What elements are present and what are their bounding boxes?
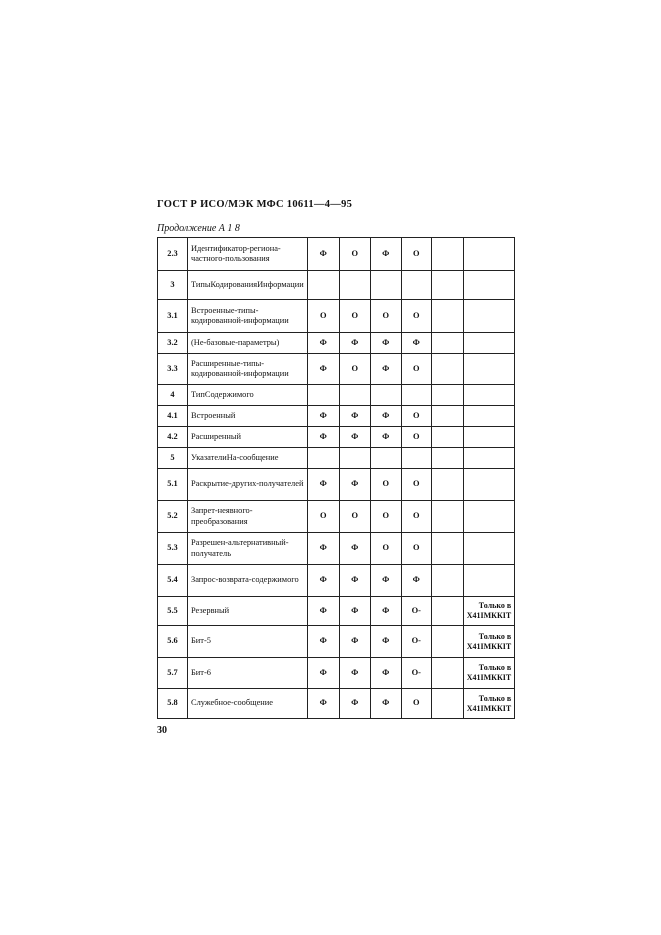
- row-number: 5: [158, 448, 188, 469]
- row-number: 4.1: [158, 406, 188, 427]
- value-cell-2: Ф: [339, 689, 370, 719]
- table-row: [158, 300, 515, 333]
- value-cell-2: Ф: [339, 469, 370, 501]
- empty-cell: [431, 533, 463, 565]
- value-cell-4: О: [401, 427, 431, 448]
- row-name: Расширенные-типы-кодированной-информации: [188, 354, 308, 385]
- value-cell-1: [307, 385, 339, 406]
- value-cell-2: Ф: [339, 565, 370, 597]
- row-number: 5.2: [158, 501, 188, 533]
- value-cell-3: Ф: [370, 333, 401, 354]
- value-cell-3: Ф: [370, 354, 401, 385]
- value-cell-1: Ф: [307, 427, 339, 448]
- row-number: 3.3: [158, 354, 188, 385]
- row-name: Разрешен-альтернативный-получатель: [188, 533, 308, 565]
- value-cell-4: О: [401, 238, 431, 271]
- row-number: 5.1: [158, 469, 188, 501]
- row-number: 5.6: [158, 626, 188, 658]
- value-cell-3: О: [370, 533, 401, 565]
- value-cell-4: О: [401, 300, 431, 333]
- row-number: 3.1: [158, 300, 188, 333]
- empty-cell: [431, 300, 463, 333]
- note-cell: [463, 565, 514, 597]
- note-cell: [463, 501, 514, 533]
- value-cell-1: Ф: [307, 597, 339, 626]
- value-cell-3: [370, 271, 401, 300]
- empty-cell: [431, 565, 463, 597]
- value-cell-1: О: [307, 300, 339, 333]
- table-row: [158, 385, 515, 406]
- value-cell-1: Ф: [307, 406, 339, 427]
- row-name: Раскрытие-других-получателей: [188, 469, 308, 501]
- value-cell-4: О-: [401, 658, 431, 689]
- value-cell-3: Ф: [370, 406, 401, 427]
- note-cell: [463, 385, 514, 406]
- value-cell-4: [401, 385, 431, 406]
- row-name: Бит-5: [188, 626, 308, 658]
- value-cell-3: Ф: [370, 658, 401, 689]
- value-cell-3: О: [370, 469, 401, 501]
- row-number: 3: [158, 271, 188, 300]
- row-number: 5.3: [158, 533, 188, 565]
- value-cell-2: Ф: [339, 333, 370, 354]
- note-cell: [463, 448, 514, 469]
- value-cell-3: Ф: [370, 689, 401, 719]
- row-name: ТипыКодированияИнформации: [188, 271, 308, 300]
- empty-cell: [431, 597, 463, 626]
- value-cell-2: О: [339, 300, 370, 333]
- value-cell-3: Ф: [370, 565, 401, 597]
- row-name: Идентификатор-региона-частного-пользования: [188, 238, 308, 271]
- value-cell-3: [370, 448, 401, 469]
- table-caption: Продолжение А 1 8: [157, 223, 240, 234]
- note-cell: [463, 469, 514, 501]
- value-cell-1: Ф: [307, 565, 339, 597]
- empty-cell: [431, 238, 463, 271]
- table-row: [158, 626, 515, 658]
- value-cell-1: Ф: [307, 469, 339, 501]
- row-name: ТипСодержимого: [188, 385, 308, 406]
- value-cell-1: Ф: [307, 238, 339, 271]
- value-cell-4: Ф: [401, 333, 431, 354]
- row-name: Запрет-неявного-преобразования: [188, 501, 308, 533]
- empty-cell: [431, 658, 463, 689]
- table-row: [158, 406, 515, 427]
- value-cell-1: Ф: [307, 354, 339, 385]
- value-cell-2: [339, 448, 370, 469]
- row-name: Резервный: [188, 597, 308, 626]
- value-cell-3: Ф: [370, 427, 401, 448]
- value-cell-2: О: [339, 354, 370, 385]
- value-cell-3: О: [370, 501, 401, 533]
- value-cell-2: О: [339, 238, 370, 271]
- row-name: Встроенный: [188, 406, 308, 427]
- table-row: [158, 427, 515, 448]
- value-cell-2: Ф: [339, 597, 370, 626]
- row-number: 5.4: [158, 565, 188, 597]
- table-row: [158, 533, 515, 565]
- empty-cell: [431, 448, 463, 469]
- value-cell-2: Ф: [339, 533, 370, 565]
- value-cell-1: Ф: [307, 658, 339, 689]
- value-cell-2: [339, 385, 370, 406]
- empty-cell: [431, 333, 463, 354]
- table-row: [158, 565, 515, 597]
- value-cell-1: [307, 271, 339, 300]
- value-cell-1: Ф: [307, 333, 339, 354]
- value-cell-1: [307, 448, 339, 469]
- empty-cell: [431, 689, 463, 719]
- value-cell-2: Ф: [339, 406, 370, 427]
- note-cell: Только в Х41ІМККІТ: [463, 689, 514, 719]
- empty-cell: [431, 501, 463, 533]
- note-cell: Только в Х41ІМККІТ: [463, 658, 514, 689]
- value-cell-4: О: [401, 689, 431, 719]
- document-header: ГОСТ Р ИСО/МЭК МФС 10611—4—95: [157, 199, 353, 210]
- value-cell-4: О: [401, 406, 431, 427]
- value-cell-4: О: [401, 501, 431, 533]
- note-cell: [463, 300, 514, 333]
- value-cell-1: Ф: [307, 533, 339, 565]
- value-cell-1: О: [307, 501, 339, 533]
- note-cell: Только в Х41ІМККІТ: [463, 597, 514, 626]
- note-cell: [463, 406, 514, 427]
- row-number: 3.2: [158, 333, 188, 354]
- table-row: [158, 271, 515, 300]
- value-cell-2: О: [339, 501, 370, 533]
- row-name: УказателиНа-сообщение: [188, 448, 308, 469]
- empty-cell: [431, 626, 463, 658]
- value-cell-4: [401, 448, 431, 469]
- table-row: [158, 658, 515, 689]
- row-name: Бит-6: [188, 658, 308, 689]
- table-row: [158, 501, 515, 533]
- value-cell-3: Ф: [370, 626, 401, 658]
- row-number: 4.2: [158, 427, 188, 448]
- table-row: [158, 333, 515, 354]
- empty-cell: [431, 406, 463, 427]
- value-cell-4: [401, 271, 431, 300]
- row-name: Расширенный: [188, 427, 308, 448]
- value-cell-2: [339, 271, 370, 300]
- row-number: 5.7: [158, 658, 188, 689]
- table-row: [158, 597, 515, 626]
- empty-cell: [431, 469, 463, 501]
- value-cell-4: О: [401, 469, 431, 501]
- table-row: [158, 448, 515, 469]
- note-cell: [463, 238, 514, 271]
- empty-cell: [431, 271, 463, 300]
- empty-cell: [431, 385, 463, 406]
- note-cell: [463, 354, 514, 385]
- page-number: 30: [157, 725, 167, 736]
- row-name: Запрос-возврата-содержимого: [188, 565, 308, 597]
- row-name: (Не-базовые-параметры): [188, 333, 308, 354]
- value-cell-1: Ф: [307, 626, 339, 658]
- row-number: 2.3: [158, 238, 188, 271]
- value-cell-4: О-: [401, 597, 431, 626]
- value-cell-3: [370, 385, 401, 406]
- value-cell-2: Ф: [339, 427, 370, 448]
- value-cell-3: О: [370, 300, 401, 333]
- table-row: [158, 354, 515, 385]
- empty-cell: [431, 427, 463, 448]
- table-row: [158, 238, 515, 271]
- row-number: 5.8: [158, 689, 188, 719]
- value-cell-3: Ф: [370, 238, 401, 271]
- row-name: Встроенные-типы-кодированной-информации: [188, 300, 308, 333]
- value-cell-2: Ф: [339, 626, 370, 658]
- note-cell: [463, 427, 514, 448]
- requirements-table: [157, 237, 515, 719]
- value-cell-4: О: [401, 533, 431, 565]
- value-cell-2: Ф: [339, 658, 370, 689]
- row-number: 5.5: [158, 597, 188, 626]
- value-cell-4: О: [401, 354, 431, 385]
- note-cell: [463, 333, 514, 354]
- empty-cell: [431, 354, 463, 385]
- note-cell: [463, 271, 514, 300]
- row-name: Служебное-сообщение: [188, 689, 308, 719]
- value-cell-4: О-: [401, 626, 431, 658]
- row-number: 4: [158, 385, 188, 406]
- value-cell-1: Ф: [307, 689, 339, 719]
- value-cell-4: Ф: [401, 565, 431, 597]
- value-cell-3: Ф: [370, 597, 401, 626]
- note-cell: Только в Х41ІМККІТ: [463, 626, 514, 658]
- note-cell: [463, 533, 514, 565]
- table-row: [158, 469, 515, 501]
- table-row: [158, 689, 515, 719]
